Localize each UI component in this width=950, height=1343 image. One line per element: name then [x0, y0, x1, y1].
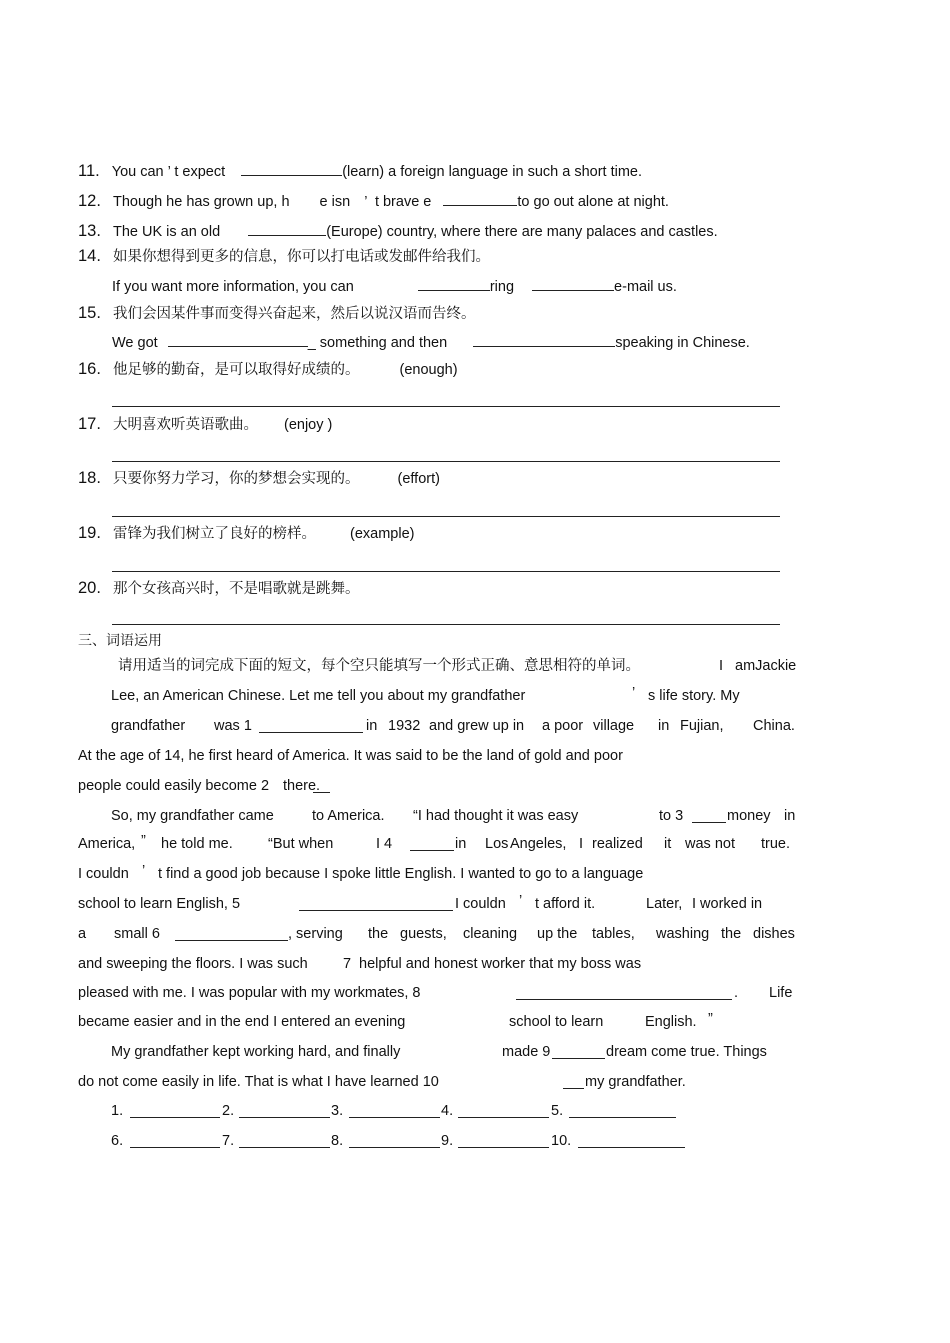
p-l12-c: Life: [769, 985, 793, 1001]
p-l10-h: tables,: [592, 926, 635, 942]
p-l9-b: I couldn: [455, 896, 506, 912]
p-l6-c: “I had thought it was easy: [413, 808, 579, 824]
p-l11-c: helpful and honest worker that my boss was: [359, 956, 642, 972]
q13-blank[interactable]: [248, 221, 326, 236]
p-l9-a: school to learn English, 5: [78, 896, 241, 912]
q20-number: 20.: [78, 579, 101, 597]
answer-9-label: 9.: [441, 1133, 454, 1149]
q16-row: [78, 360, 458, 379]
p-l14-a: My grandfather kept working hard, and finally: [111, 1044, 401, 1060]
p-l7-l: was not: [685, 836, 735, 852]
p-l13-c: English.: [645, 1014, 697, 1030]
p-l12-a: pleased with me. I was popular with my workmates, 8: [78, 985, 421, 1001]
q18-chinese: 只要你努力学习，你的梦想会实现的。: [112, 471, 360, 487]
p-l9-c: ’: [519, 893, 523, 909]
answer-2-blank[interactable]: [239, 1103, 330, 1118]
p-l3-j: China.: [753, 718, 795, 734]
p-l3-e: and grew up in: [429, 718, 525, 734]
p-l7-a: America,: [78, 836, 136, 852]
p-l3-a: grandfather: [111, 718, 186, 734]
p-l10-d: the: [368, 926, 389, 942]
answer-7-label: 7.: [222, 1133, 235, 1149]
q15-chinese: 我们会因某件事而变得兴奋起来，然后以说汉语而告终。: [112, 306, 476, 322]
section-heading: 三、词语运用: [78, 632, 162, 648]
q19-row: [78, 524, 414, 543]
blank-8[interactable]: [516, 985, 732, 1000]
q13-text-a: The UK is an old: [112, 224, 221, 240]
q13-row: [78, 221, 718, 241]
answer-10-blank[interactable]: [578, 1133, 685, 1148]
p-l14-c: dream come true. Things: [606, 1044, 767, 1060]
q11-number: 11.: [78, 162, 100, 180]
p-l10-c: , serving: [288, 926, 343, 942]
q19-hint: (example): [350, 526, 415, 542]
q15-blank-1[interactable]: [168, 332, 308, 347]
p-l7-j: realized: [592, 836, 643, 852]
p-l10-j: the: [721, 926, 742, 942]
answer-7-blank[interactable]: [239, 1133, 330, 1148]
p-l5-a: people could easily become 2: [78, 778, 270, 794]
q15-text-c: speaking in Chinese.: [615, 335, 750, 351]
q15-blank-2[interactable]: [473, 332, 615, 347]
blank-4[interactable]: [410, 836, 454, 851]
p-l7-i: I: [579, 836, 584, 852]
q11-text-a: You can ’ t expect: [111, 164, 226, 180]
p-l11-b: 7: [343, 956, 352, 972]
instructions: 请用适当的词完成下面的短文，每个空只能填写一个形式正确、意思相符的单词。: [118, 658, 640, 674]
q15-text-a: We got: [112, 335, 158, 351]
p-l7-f: in: [455, 836, 467, 852]
q12-text-a: Though he has grown up, h: [112, 194, 290, 210]
p-l3-i: Fujian,: [680, 718, 724, 734]
p-l7-b: ”: [141, 833, 146, 849]
q16-hint: (enough): [399, 362, 458, 378]
q11-blank[interactable]: [241, 161, 342, 176]
answer-5-blank[interactable]: [569, 1103, 676, 1118]
answer-6-blank[interactable]: [130, 1133, 220, 1148]
q12-number: 12.: [78, 192, 101, 210]
p-l10-k: dishes: [753, 926, 795, 942]
q20-answer-line[interactable]: [112, 624, 780, 625]
q14-blank-2[interactable]: [532, 276, 614, 291]
p-l10-a: a: [78, 926, 87, 942]
p-l6-f: in: [784, 808, 796, 824]
p-l3-f: a poor: [542, 718, 584, 734]
q17-number: 17.: [78, 415, 101, 433]
q14-text-c: e-mail us.: [614, 279, 677, 295]
q14-number: 14.: [78, 247, 101, 265]
q20-chinese: 那个女孩高兴时，不是唱歌就是跳舞。: [112, 581, 360, 597]
q13-text-b: (Europe) country, where there are many palaces and castles.: [326, 224, 718, 240]
q11-text-b: (learn) a foreign language in such a short time.: [342, 164, 643, 180]
q20-row: [78, 579, 359, 598]
blank-6[interactable]: [175, 926, 288, 941]
q18-hint: (effort): [397, 471, 440, 487]
answer-1-blank[interactable]: [130, 1103, 220, 1118]
p-l7-k: it: [664, 836, 672, 852]
q17-row: [78, 415, 332, 434]
q11-row: [78, 161, 642, 181]
answer-10-label: 10.: [551, 1133, 572, 1149]
q18-row: [78, 469, 440, 488]
blank-2[interactable]: [313, 778, 330, 793]
q17-chinese: 大明喜欢听英语歌曲。: [112, 417, 258, 433]
p-l13-d: ”: [708, 1011, 713, 1027]
p-l10-e: guests,: [400, 926, 447, 942]
p-l3-g: village: [593, 718, 635, 734]
q19-number: 19.: [78, 524, 101, 542]
p-l7-c: he told me.: [161, 836, 233, 852]
q14-blank-1[interactable]: [418, 276, 490, 291]
q19-chinese: 雷锋为我们树立了良好的榜样。: [112, 526, 316, 542]
p-l8-c: t find a good job because I spoke little English. I wanted to go to a language: [158, 866, 644, 882]
answer-5-label: 5.: [551, 1103, 564, 1119]
q17-answer-line[interactable]: [112, 461, 780, 462]
q15-row: [78, 304, 475, 323]
p-l13-a: became easier and in the end I entered an evening: [78, 1014, 406, 1030]
q14-text-b: ring: [489, 279, 515, 295]
blank-1[interactable]: [259, 718, 363, 733]
p-l7-h: Angeles,: [510, 836, 567, 852]
p-l12-b: .: [734, 985, 739, 1001]
q14-chinese: 如果你想得到更多的信息，你可以打电话或发邮件给我们。: [112, 249, 490, 265]
p-l6-b: to America.: [312, 808, 385, 824]
p-l11-a: and sweeping the floors. I was such: [78, 956, 308, 972]
answer-3-label: 3.: [331, 1103, 344, 1119]
answer-4-blank[interactable]: [458, 1103, 549, 1118]
p-l8-a: I couldn: [78, 866, 129, 882]
q19-answer-line[interactable]: [112, 571, 780, 572]
answer-3-blank[interactable]: [349, 1103, 440, 1118]
q12-text-e: to go out alone at night.: [517, 194, 669, 210]
p-l7-g: Los: [485, 836, 509, 852]
q16-chinese: 他足够的勤奋，是可以取得好成绩的。: [112, 362, 360, 378]
p-l6-e: money: [727, 808, 771, 824]
p-l9-f: I worked in: [692, 896, 763, 912]
answer-8-label: 8.: [331, 1133, 344, 1149]
q16-answer-line[interactable]: [112, 406, 780, 407]
q18-number: 18.: [78, 469, 101, 487]
p-l4: At the age of 14, he first heard of America. It was said to be the land of gold and poor: [78, 748, 623, 764]
q16-number: 16.: [78, 360, 101, 378]
p-l6-a: So, my grandfather came: [111, 808, 274, 824]
p-l3-d: 1932: [388, 718, 421, 734]
answer-9-blank[interactable]: [458, 1133, 549, 1148]
p-l15-b: my grandfather.: [585, 1074, 686, 1090]
q15-answer-row: [112, 332, 750, 352]
q12-apostrophe: ’: [364, 194, 367, 210]
p-l10-i: washing: [656, 926, 710, 942]
p-l2-a: Lee, an American Chinese. Let me tell you about my grandfather: [111, 688, 526, 704]
p-l9-d: t afford it.: [535, 896, 596, 912]
q14-answer-row: [112, 276, 677, 296]
answer-2-label: 2.: [222, 1103, 235, 1119]
answer-1-label: 1.: [111, 1103, 124, 1119]
p-l9-e: Later,: [646, 896, 683, 912]
blank-9[interactable]: [552, 1044, 605, 1059]
p-l2-b: ’: [632, 685, 636, 701]
p-l7-m: true.: [761, 836, 791, 852]
blank-5[interactable]: [299, 896, 453, 911]
answer-4-label: 4.: [441, 1103, 454, 1119]
p-l7-d: “But when: [268, 836, 334, 852]
p-l1-b: I: [719, 658, 724, 674]
p-l8-b: ’: [142, 863, 146, 879]
q18-answer-line[interactable]: [112, 516, 780, 517]
p-l7-e: I 4: [376, 836, 393, 852]
q14-text-a: If you want more information, you can: [112, 279, 354, 295]
p-l6-d: to 3: [659, 808, 684, 824]
q12-row: [78, 191, 669, 211]
p-l13-b: school to learn: [509, 1014, 604, 1030]
q14-row: [78, 247, 490, 266]
p-l3-c: in: [366, 718, 378, 734]
q12-text-d: t brave e: [374, 194, 432, 210]
p-l15-a: do not come easily in life. That is what I have learned 10: [78, 1074, 439, 1090]
p-l3-b: was 1: [214, 718, 252, 734]
p-l10-b: small 6: [114, 926, 160, 942]
p-l2-c: s life story. My: [648, 688, 740, 704]
answer-8-blank[interactable]: [349, 1133, 440, 1148]
q12-blank[interactable]: [443, 191, 517, 206]
answer-6-label: 6.: [111, 1133, 124, 1149]
q13-number: 13.: [78, 222, 101, 240]
q12-text-b: e isn: [319, 194, 351, 210]
blank-3[interactable]: [692, 808, 726, 823]
p-l10-f: cleaning: [463, 926, 518, 942]
p-l10-g: up the: [537, 926, 578, 942]
q15-text-b: _ something and then: [307, 335, 448, 351]
blank-10[interactable]: [563, 1074, 584, 1089]
q15-number: 15.: [78, 304, 101, 322]
p-l5-b: there.: [283, 778, 321, 794]
p-l1-c: amJackie: [735, 658, 797, 674]
p-l3-h: in: [658, 718, 670, 734]
q17-hint: (enjoy ): [284, 417, 333, 433]
p-l14-b: made 9: [502, 1044, 551, 1060]
